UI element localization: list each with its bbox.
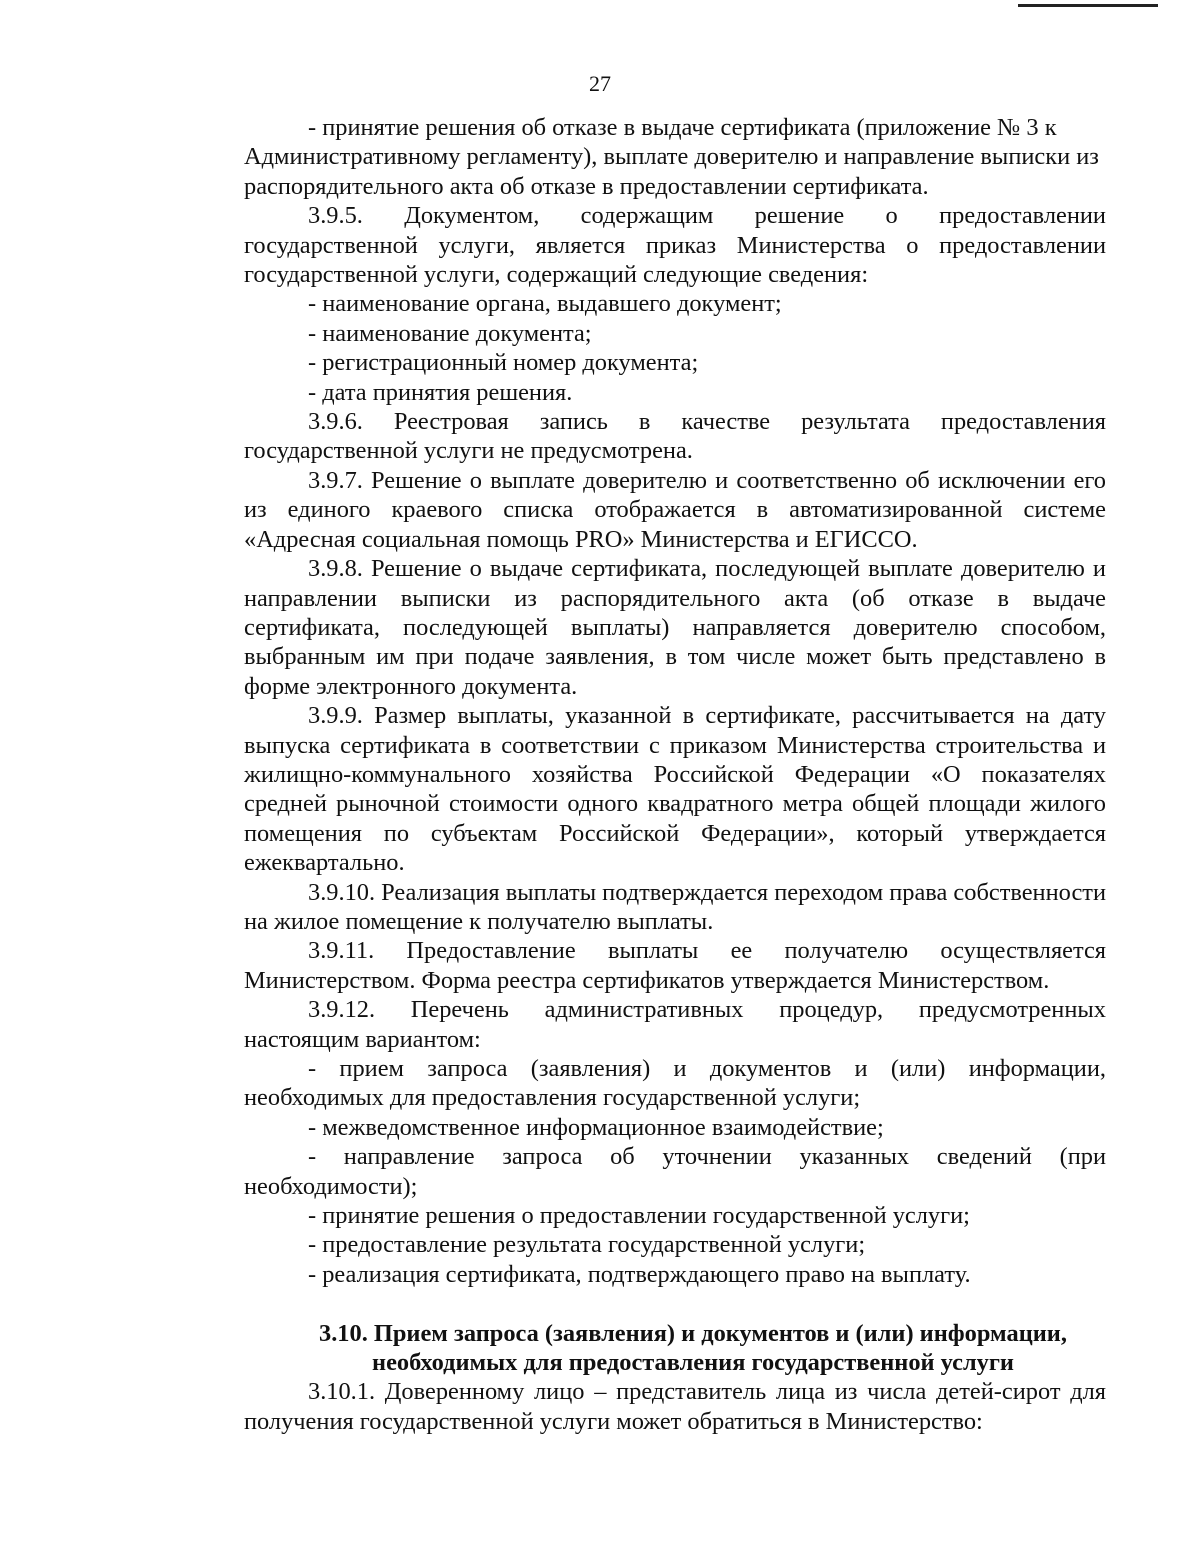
document-body	[244, 113, 1106, 1436]
paragraph-3-9-6: 3.9.6. Реестровая запись в качестве результата предоставления государственной услуги не предусмотрена.	[244, 408, 1106, 465]
list-item: - предоставление результата государственной услуги;	[308, 1231, 866, 1259]
list-item: - принятие решения об отказе в выдаче сертификата (приложение № 3 к Административному регламенту), выплате доверителю и направление выписки из распорядительного акта об отказе в предоставлении сертификата.	[244, 114, 1099, 200]
list-item: - межведомственное информационное взаимодействие;	[308, 1113, 884, 1141]
list-item: - прием запроса (заявления) и документов и (или) информации, необходимых для предоставления государственной услуги;	[244, 1055, 1106, 1112]
paragraph-3-9-5: 3.9.5. Документом, содержащим решение о предоставлении государственной услуги, является приказ Министерства о предоставлении государственной услуги, содержащий следующие сведения:	[244, 202, 1106, 289]
list-item: - наименование документа;	[308, 319, 592, 347]
paragraph-3-9-9: 3.9.9. Размер выплаты, указанной в сертификате, рассчитывается на дату выпуска сертификата в соответствии с приказом Министерства строительства и жилищно-коммунального хозяйства Российской Федерации «О показателях средней рыночной стоимости одного квадратного метра общей площади жилого помещения по субъектам Российской Федерации», который утверждается ежеквартально.	[244, 702, 1106, 877]
paragraph-3-9-10: 3.9.10. Реализация выплаты подтверждается переходом права собственности на жилое помещение к получателю выплаты.	[244, 878, 1106, 935]
section-heading-3-10	[244, 1319, 1106, 1377]
paragraph-3-9-7: 3.9.7. Решение о выплате доверителю и соответственно об исключении его из единого краевого списка отображается в автоматизированной системе «Адресная социальная помощь PRO» Министерства и ЕГИССО.	[244, 466, 1106, 553]
paragraph-3-9-8: 3.9.8. Решение о выдаче сертификата, последующей выплате доверителю и направлении выписки из распорядительного акта (об отказе в выдаче сертификата, последующей выплаты) направляется доверителю способом, выбранным им при подаче заявления, в том числе может быть представлено в форме электронного документа.	[244, 555, 1106, 700]
list-item: - регистрационный номер документа;	[308, 349, 699, 377]
page-number: 27	[589, 71, 611, 96]
top-edge-rule	[1018, 4, 1158, 7]
list-item: - направление запроса об уточнении указанных сведений (при необходимости);	[244, 1143, 1106, 1200]
list-item: - принятие решения о предоставлении государственной услуги;	[308, 1202, 970, 1230]
list-item: - реализация сертификата, подтверждающего право на выплату.	[308, 1260, 971, 1288]
list-item: - наименование органа, выдавшего документ;	[308, 290, 782, 318]
paragraph-3-9-11: 3.9.11. Предоставление выплаты ее получателю осуществляется Министерством. Форма реестра сертификатов утверждается Министерством.	[244, 937, 1106, 994]
paragraph-3-10-1: 3.10.1. Доверенному лицо – представитель лица из числа детей-сирот для получения государственной услуги может обратиться в Министерство:	[244, 1378, 1106, 1435]
list-item: - дата принятия решения.	[308, 378, 573, 406]
paragraph-3-9-12: 3.9.12. Перечень административных процедур, предусмотренных настоящим вариантом:	[244, 996, 1106, 1053]
section-heading-line-1: 3.10. Прием запроса (заявления) и документов и (или) информации,	[319, 1320, 1067, 1348]
section-heading-line-2: необходимых для предоставления государственной услуги	[372, 1349, 1014, 1377]
